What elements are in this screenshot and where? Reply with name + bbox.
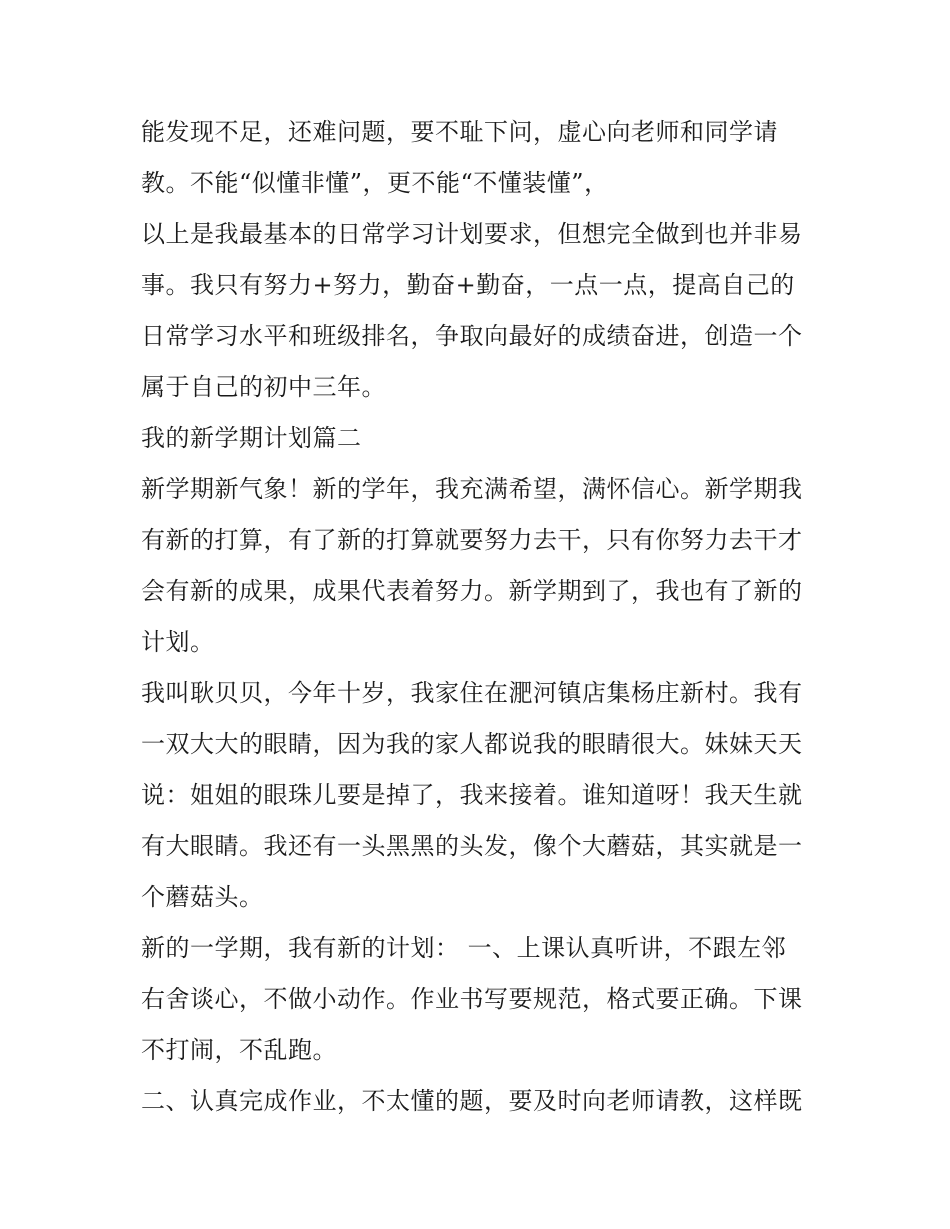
text-line: 右舍谈心，不做小动作。作业书写要规范，格式要正确。下课 bbox=[141, 985, 803, 1013]
text-line: 个蘑菇头。 bbox=[141, 883, 264, 911]
text-line: 有大眼睛。我还有一头黑黑的头发，像个大蘑菇，其实就是一 bbox=[141, 832, 803, 860]
text-line: 说：姐姐的眼珠儿要是掉了，我来接着。谁知道呀！我天生就 bbox=[141, 781, 803, 809]
text-line: 能发现不足，还难问题，要不耻下问，虚心向老师和同学请 bbox=[141, 118, 778, 146]
text-line: 计划。 bbox=[141, 628, 215, 656]
text-line: 教。不能“似懂非懂”，更不能“不懂装懂”， bbox=[141, 169, 609, 197]
text-line: 我叫耿贝贝，今年十岁，我家住在淝河镇店集杨庄新村。我有 bbox=[141, 679, 803, 707]
text-line: 会有新的成果，成果代表着努力。新学期到了，我也有了新的 bbox=[141, 577, 803, 605]
document-body bbox=[141, 107, 821, 1127]
text-line: 一双大大的眼睛，因为我的家人都说我的眼睛很大。妹妹天天 bbox=[141, 730, 803, 758]
text-line: 新学期新气象！新的学年，我充满希望，满怀信心。新学期我 bbox=[141, 475, 803, 503]
text-line: 二、认真完成作业，不太懂的题，要及时向老师请教，这样既 bbox=[141, 1087, 803, 1115]
text-line: 新的一学期，我有新的计划： 一、上课认真听讲，不跟左邻 bbox=[141, 934, 787, 962]
text-line: 事。我只有努力+努力，勤奋+勤奋，一点一点，提高自己的 bbox=[141, 271, 795, 299]
text-line: 日常学习水平和班级排名，争取向最好的成绩奋进，创造一个 bbox=[141, 322, 803, 350]
text-line: 属于自己的初中三年。 bbox=[141, 373, 386, 401]
text-line: 不打闹，不乱跑。 bbox=[141, 1036, 337, 1064]
text-line: 以上是我最基本的日常学习计划要求，但想完全做到也并非易 bbox=[141, 220, 803, 248]
text-line: 有新的打算，有了新的打算就要努力去干，只有你努力去干才 bbox=[141, 526, 803, 554]
section-heading: 我的新学期计划篇二 bbox=[141, 424, 362, 452]
